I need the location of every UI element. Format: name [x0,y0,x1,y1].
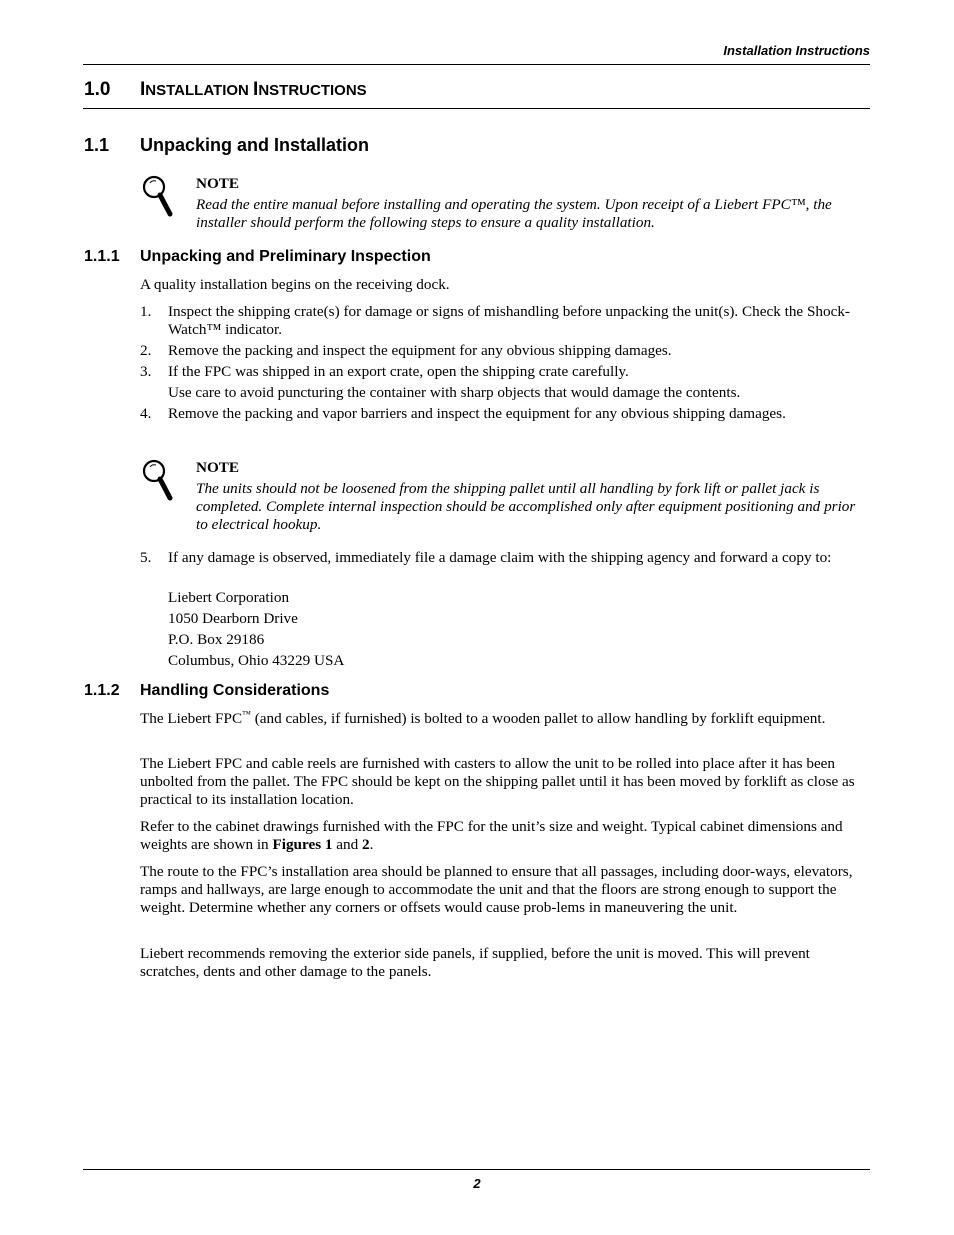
list-number: 3. [140,363,152,380]
running-header-title: Installation Instructions [723,43,870,58]
paragraph-text: . [369,836,374,853]
note-label: NOTE [196,175,240,192]
paragraph [140,818,870,854]
address-line: P.O. Box 29186 [168,631,265,648]
section-heading-1-1-1 [84,248,431,266]
subsection-title: Unpacking and Preliminary Inspection [140,248,431,265]
subsection-number: 1.1.2 [84,682,120,699]
intro-paragraph: A quality installation begins on the receiving dock. [140,276,450,293]
list-text: Remove the packing and inspect the equipment for any obvious shipping damages. [168,342,672,359]
list-number: 4. [140,405,152,422]
list-number: 1. [140,303,152,320]
figure-reference: 2 [362,836,370,853]
paragraph [140,710,870,728]
footer-rule [83,1169,870,1170]
section-heading-1-1-2 [84,682,329,700]
section-number: 1.1 [84,135,110,155]
paragraph: Liebert recommends removing the exterior side panels, if supplied, before the unit is moved. This will prevent scratches, dents and other damage to the panels. [140,945,810,980]
list-text: Remove the packing and vapor barriers and inspect the equipment for any obvious shipping damages. [168,405,786,422]
paragraph-text: (and cables, if furnished) is bolted to a wooden pallet to allow handling by forklift equipment. [250,710,826,727]
trademark-symbol: ™ [242,709,251,719]
chapter-title-cap2: I [253,79,259,100]
chapter-rule [83,108,870,109]
list-number: 2. [140,342,152,359]
subsection-number: 1.1.1 [84,248,120,265]
address-line: Liebert Corporation [168,589,290,606]
list-text: Inspect the shipping crate(s) for damage or signs of mishandling before unpacking the unit(s). Check the Shock-Watch™ indicator. [168,303,850,338]
paragraph-text: and [332,836,363,853]
list-number: 5. [140,549,152,566]
paragraph: The route to the FPC’s installation area should be planned to ensure that all passages, including door-ways, elevators, ramps and hallways, are large enough to accommodate the unit and that the floors are strong enough to support the weight. Determine whether any corners or offsets would cause prob-lems in maneuvering the unit. [140,863,853,916]
list-text: If any damage is observed, immediately file a damage claim with the shipping agency and forward a copy to: [168,549,832,566]
chapter-heading [84,79,367,101]
paragraph-text: The Liebert FPC [140,710,243,727]
note-text: The units should not be loosened from the shipping pallet until all handling by fork lift or pallet jack is completed. Complete internal inspection should be accomplished only after equipment positioning and prior to electrical hookup. [196,480,856,533]
magnifier-note-icon [140,458,174,500]
mailing-address [168,587,344,671]
note-label: NOTE [196,459,240,476]
note-text: Read the entire manual before installing and operating the system. Upon receipt of a Liebert FPC™, the installer should perform the following steps to ensure a quality installation. [196,196,832,231]
list-text: Use care to avoid puncturing the container with sharp objects that would damage the contents. [168,384,741,401]
figure-reference: Figures 1 [272,836,333,853]
section-heading-1-1 [84,135,369,156]
subsection-title: Handling Considerations [140,682,330,699]
chapter-title-part1: NSTALLATION [145,82,254,99]
paragraph: The Liebert FPC and cable reels are furnished with casters to allow the unit to be rolled into place after it has been unbolted from the pallet. The FPC should be kept on the shipping pallet until it has been moved by forklift as close as practical to its installation location. [140,755,855,808]
address-line: 1050 Dearborn Drive [168,610,298,627]
section-title: Unpacking and Installation [140,135,370,155]
address-line: Columbus, Ohio 43229 USA [168,652,345,669]
paragraph-text: Refer to the cabinet drawings furnished with the FPC for the unit’s size and weight. Typical cabinet dimensions and weights are shown in [140,818,843,853]
chapter-title-part2: NSTRUCTIONS [258,82,367,99]
list-text: If the FPC was shipped in an export crate, open the shipping crate carefully. [168,363,629,380]
header-rule [83,64,870,65]
chapter-title-cap1: I [140,79,146,100]
chapter-number: 1.0 [84,79,111,100]
page-number: 2 [473,1176,481,1191]
magnifier-note-icon [140,174,174,216]
